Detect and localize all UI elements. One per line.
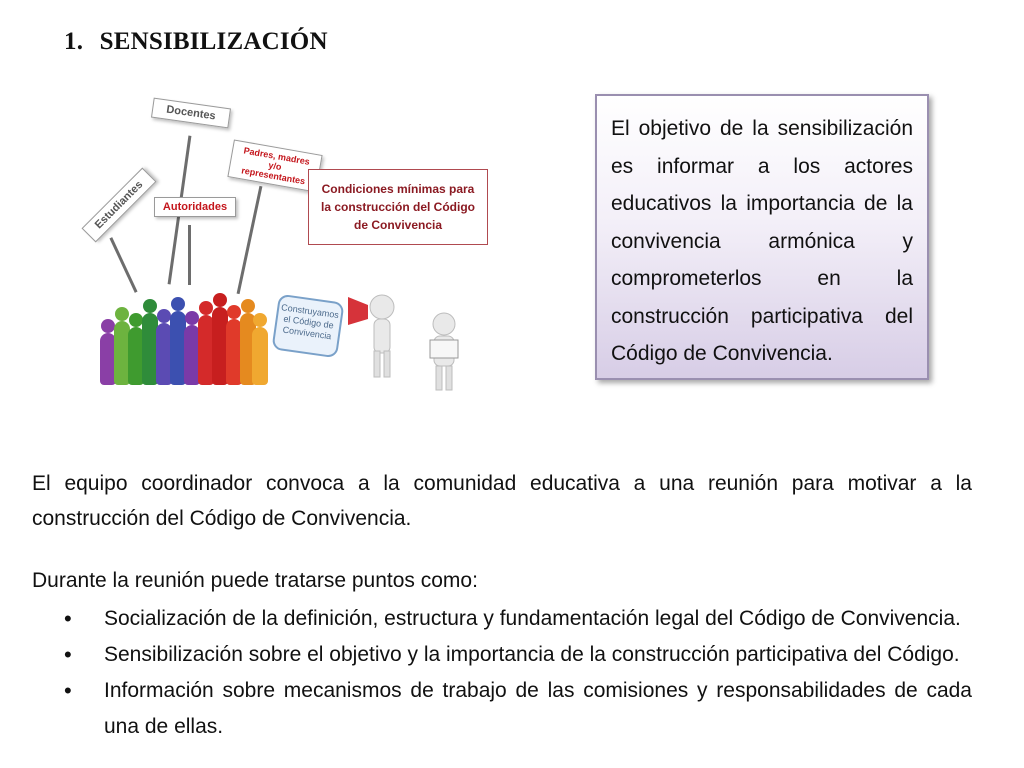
bullet-text: • Socialización de la definición, estructura y fundamentación legal del Código de Convivencia. [104,607,961,630]
megaphone-figure-icon [340,285,420,385]
bullet-text: • Sensibilización sobre el objetivo y la importancia de la construcción participativa del Código. [104,643,960,666]
list-item [32,673,972,745]
reading-figure-icon [420,310,470,395]
sign-estudiantes-label: Estudiantes [92,178,146,232]
speech-bubble [271,294,344,359]
paragraph-points: Durante la reunión puede tratarse puntos como: [32,569,478,592]
sign-condiciones [308,169,488,245]
section-title: SENSIBILIZACIÓN [99,28,328,55]
person-figure [252,327,268,385]
objective-callout-box [595,94,929,380]
section-number: 1. [64,28,84,55]
sign-condiciones-label: Condiciones mínimas para la construcción del Código de Convivencia [320,182,475,232]
community-illustration [70,85,510,405]
sign-docentes-label: Docentes [165,103,217,123]
sign-docentes [151,98,231,129]
callout-text: El objetivo de la sensibilización es informar a los actores educativos la importancia de la convivencia armónica y comprometerlos en la construcción participativa del Código de Convivencia. [611,117,913,365]
bullet-text: • Información sobre mecanismos de trabajo de las comisiones y responsabilidades de cada una de ellas. [104,679,972,738]
sign-padres-label: Padres, madres y/o representantes [240,145,311,187]
paragraph-intro: El equipo coordinador convoca a la comunidad educativa a una reunión para motivar a la construcción del Código de Convivencia. [32,472,972,530]
crowd-figures [100,275,270,385]
bullet-list [32,601,972,745]
list-item [32,601,972,637]
sign-autoridades [154,197,236,217]
speech-bubble-text: Construyamos el Código de Convivencia [280,302,340,342]
sign-autoridades-label: Autoridades [162,201,228,213]
section-heading [64,28,328,56]
sign-estudiantes [82,168,157,243]
list-item [32,637,972,673]
